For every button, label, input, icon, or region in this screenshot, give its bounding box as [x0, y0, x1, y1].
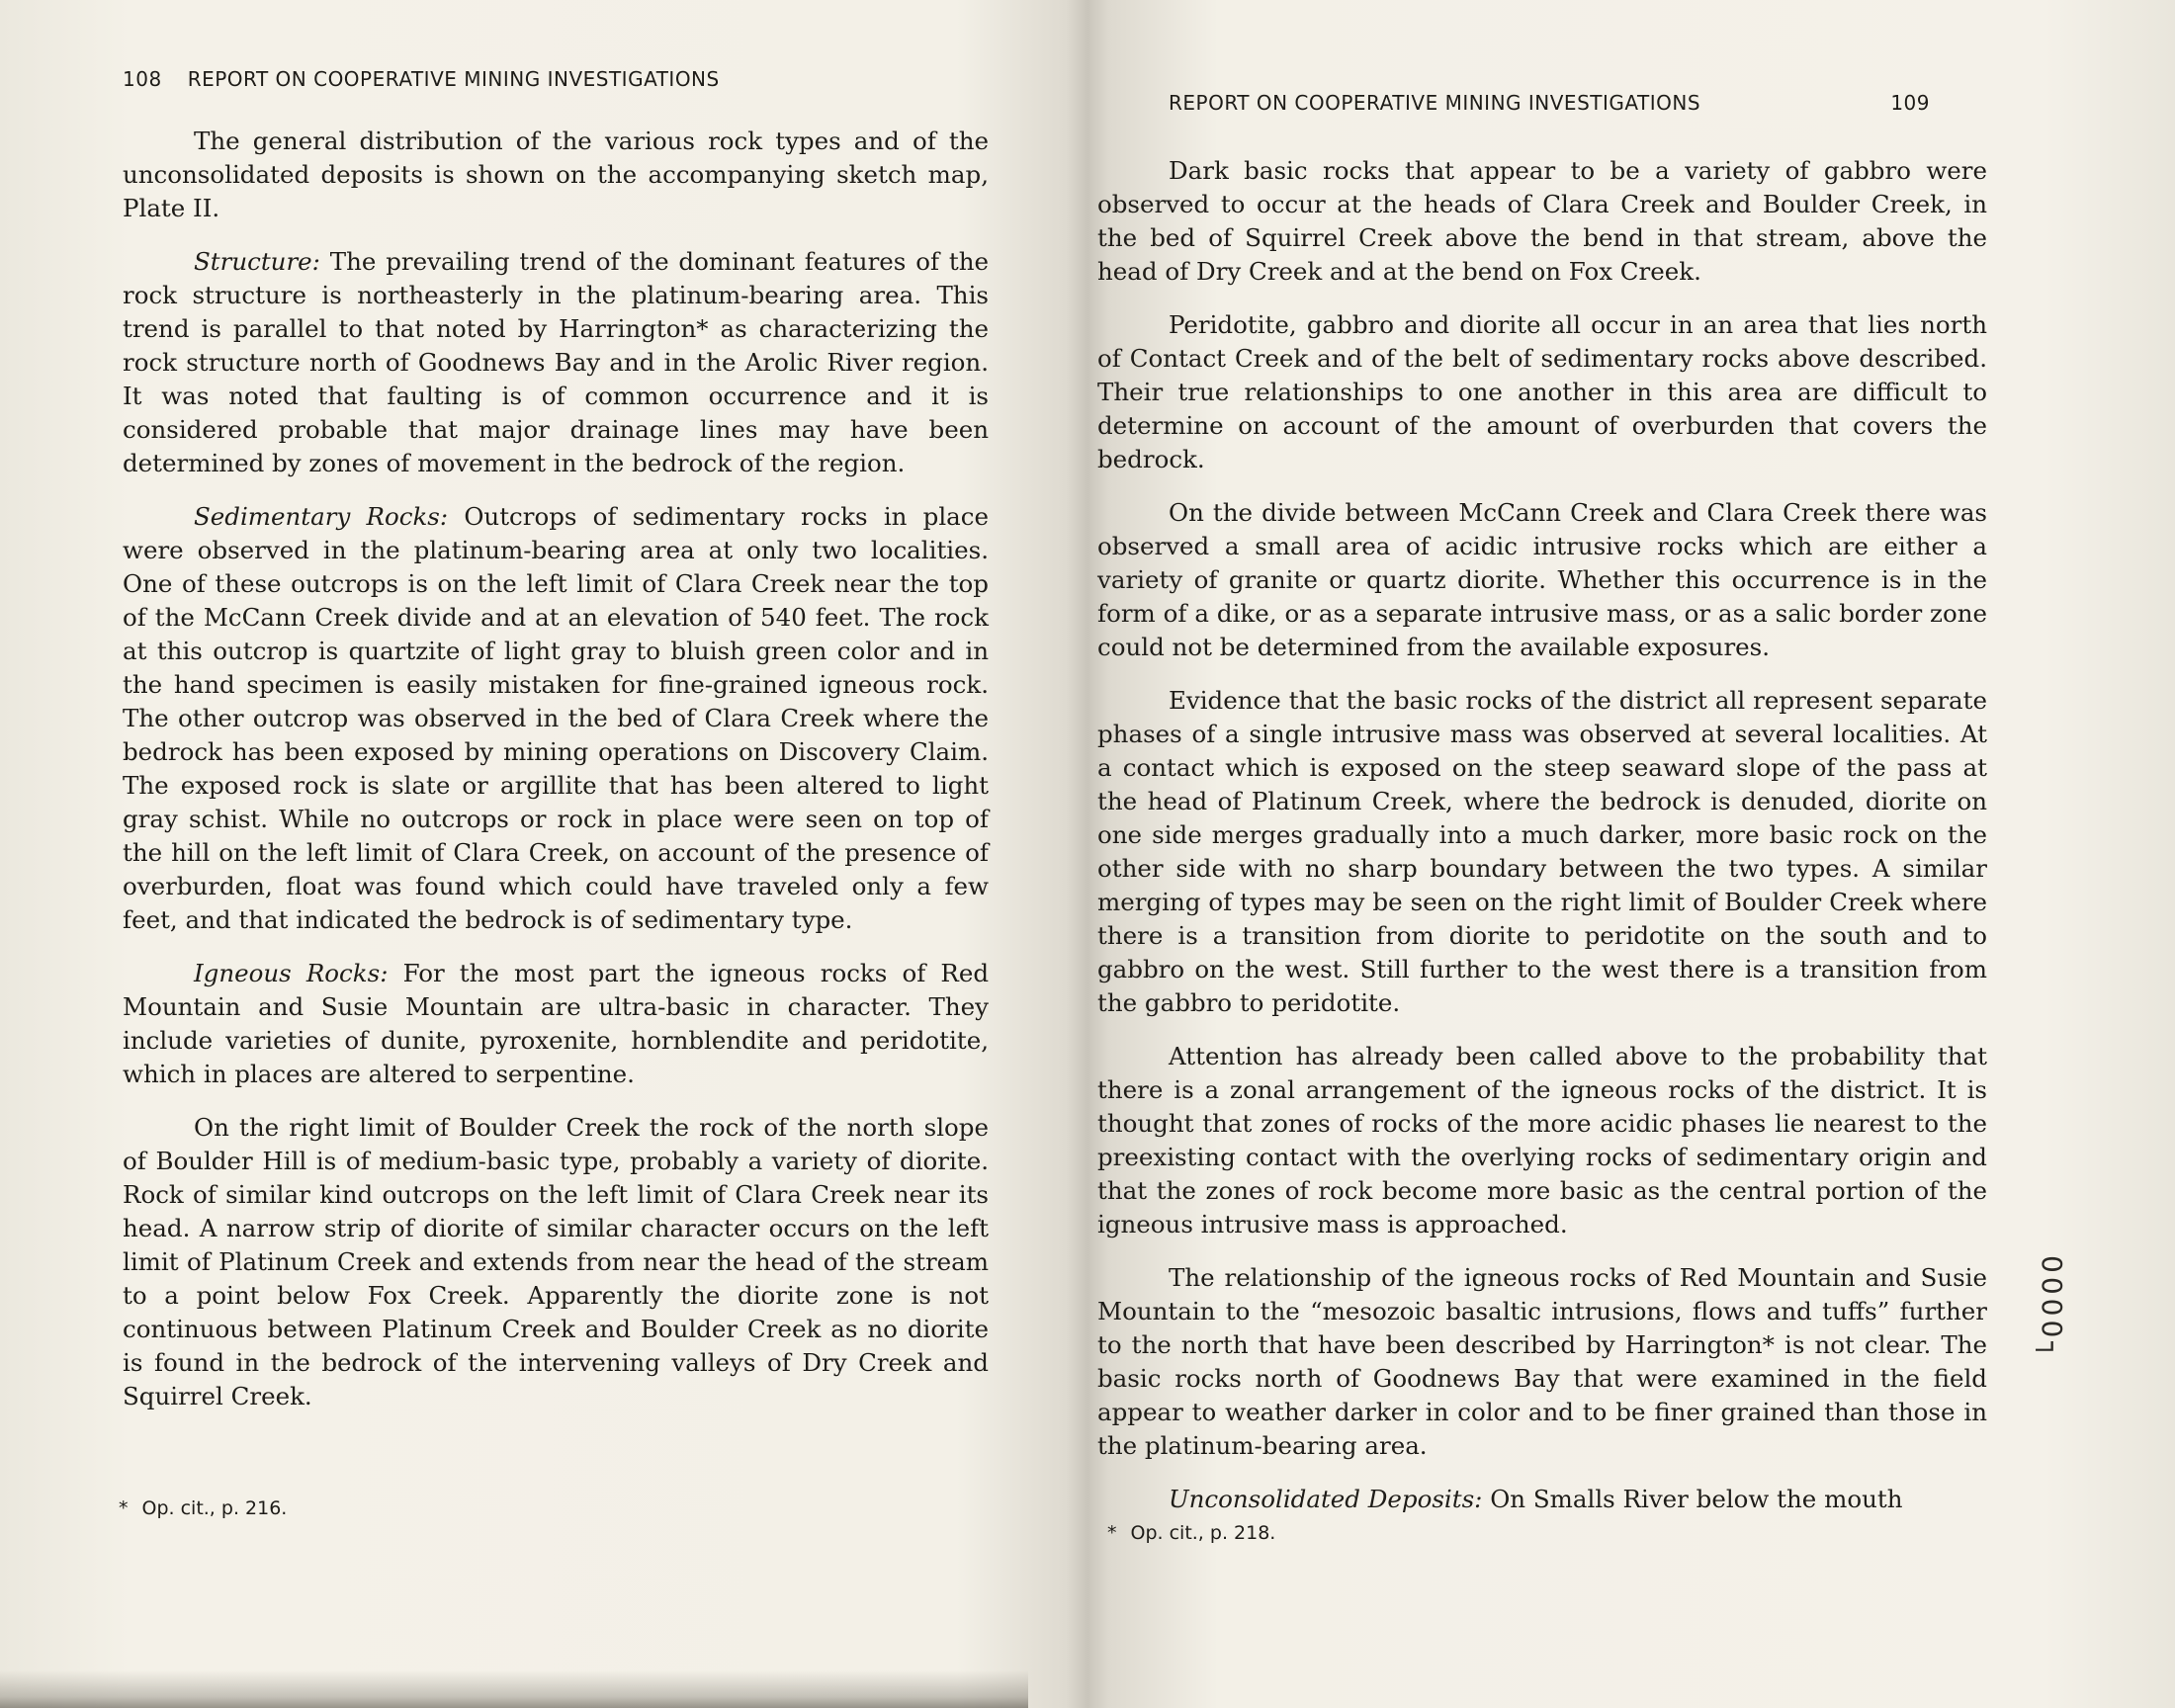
paragraph [1097, 154, 1987, 289]
paragraph-text: Dark basic rocks that appear to be a variety of gabbro were observed to occur at the heads of Clara Creek and Boulder Creek, in the bed of Squirrel Creek above the bend in that stream, above the head of Dry Creek and at the bend on Fox Creek. [1097, 156, 1987, 286]
paragraph-heading: Sedimentary Rocks: [194, 502, 449, 531]
paragraph [1097, 308, 1987, 476]
footnote-text: Op. cit., p. 216. [141, 1497, 288, 1519]
paragraph-text: The prevailing trend of the dominant features of the rock structure is northeasterly in the platinum-bearing area. This trend is parallel to that noted by Harrington* as characterizing the rock structure north of Goodnews Bay and in the Arolic River region. It was noted that faulting is of common occurrence and it is considered probable that major drainage lines may have been determined by zones of movement in the bedrock of the region. [123, 247, 989, 477]
paragraph-structure [123, 245, 989, 480]
footnote-marker: * [119, 1497, 129, 1519]
right-footnote [1107, 1522, 1275, 1544]
paragraph-heading: Igneous Rocks: [194, 959, 389, 987]
right-body-text [1097, 154, 1987, 1536]
paragraph [1097, 684, 1987, 1020]
paragraph-heading: Unconsolidated Deposits: [1169, 1485, 1483, 1513]
paragraph-text: The relationship of the igneous rocks of Red Mountain and Susie Mountain to the “mesozoic basaltic intrusions, flows and tuffs” further to the north that have been described by Harrington* is not clear. The basic rocks north of Goodnews Bay that were examined in the field appear to weather darker in color and to be finer grained than those in the platinum-bearing area. [1097, 1263, 1987, 1460]
right-page-number: 109 [1890, 91, 1930, 115]
paragraph-text: On Smalls River below the mouth [1482, 1485, 1903, 1513]
paragraph [123, 1111, 989, 1413]
paragraph-text: Outcrops of sedimentary rocks in place were observed in the platinum-bearing area at only two localities. One of these outcrops is on the left limit of Clara Creek near the top of the McCann Creek divide and at an elevation of 540 feet. The rock at this outcrop is quartzite of light gray to bluish green color and in the hand specimen is easily mistaken for fine-grained igneous rock. The other outcrop was observed in the bed of Clara Creek where the bedrock has been exposed by mining operations on Discovery Claim. The exposed rock is slate or argillite that has been altered to light gray schist. While no outcrops or rock in place were seen on top of the hill on the left limit of Clara Creek, on account of the presence of overburden, float was found which could have traveled only a few feet, and that indicated the bedrock is of sedimentary type. [123, 502, 989, 934]
paragraph [1097, 496, 1987, 664]
left-header-title: REPORT ON COOPERATIVE MINING INVESTIGATIONS [187, 67, 720, 91]
paragraph-text: The general distribution of the various rock types and of the unconsolidated deposits is shown on the accompanying sketch map, Plate II. [123, 127, 989, 222]
margin-stamp: 0000┐ [2036, 1255, 2068, 1363]
paragraph-text: On the right limit of Boulder Creek the rock of the north slope of Boulder Hill is of medium-basic type, probably a variety of diorite. Rock of similar kind outcrops on the left limit of Clara Creek near its head. A narrow strip of diorite of similar character occurs on the left limit of Platinum Creek and extends from near the head of the stream to a point below Fox Creek. Apparently the diorite zone is not continuous between Platinum Creek and Boulder Creek as no diorite is found in the bedrock of the intervening valleys of Dry Creek and Squirrel Creek. [123, 1113, 989, 1410]
left-footnote [119, 1497, 287, 1519]
footnote-marker: * [1107, 1522, 1117, 1544]
paragraph-text: Evidence that the basic rocks of the district all represent separate phases of a single intrusive mass was observed at several localities. At a contact which is exposed on the steep seaward slope of the pass at the head of Platinum Creek, where the bedrock is denuded, diorite on one side merges gradually into a much darker, more basic rock on the other side with no sharp boundary between the two types. A similar merging of types may be seen on the right limit of Boulder Creek where there is a transition from diorite to peridotite on the south and to gabbro on the west. Still further to the west there is a transition from the gabbro to peridotite. [1097, 686, 1987, 1017]
paragraph-text: On the divide between McCann Creek and Clara Creek there was observed a small area of acidic intrusive rocks which are either a variety of granite or quartz diorite. Whether this occurrence is in the form of a dike, or as a separate intrusive mass, or as a salic border zone could not be determined from the available exposures. [1097, 498, 1987, 661]
paragraph-heading: Structure: [194, 247, 320, 276]
left-page-number: 108 [123, 67, 162, 91]
left-body-text [123, 125, 989, 1433]
paragraph [1097, 1261, 1987, 1463]
right-page [1097, 0, 2068, 1708]
paragraph [123, 125, 989, 225]
right-running-head [1169, 91, 1930, 115]
paragraph-text: Peridotite, gabbro and diorite all occur in an area that lies north of Contact Creek and of the belt of sedimentary rocks above described. Their true relationships to one another in this area are difficult to determine on account of the amount of overburden that covers the bedrock. [1097, 310, 1987, 473]
paragraph-text: For the most part the igneous rocks of Red Mountain and Susie Mountain are ultra-basic in character. They include varieties of dunite, pyroxenite, hornblendite and peridotite, which in places are altered to serpentine. [123, 959, 990, 1088]
left-running-head [123, 67, 720, 91]
right-header-title: REPORT ON COOPERATIVE MINING INVESTIGATIONS [1169, 91, 1701, 115]
paragraph-unconsolidated-deposits [1097, 1483, 1987, 1516]
paragraph-igneous-rocks [123, 957, 989, 1091]
footnote-text: Op. cit., p. 218. [1130, 1522, 1276, 1544]
paragraph-text: Attention has already been called above to the probability that there is a zonal arrangement of the igneous rocks of the district. It is thought that zones of rocks of the more acidic phases lie nearest to the preexisting contact with the overlying rocks of sedimentary origin and that the zones of rock become more basic as the central portion of the igneous intrusive mass is approached. [1097, 1042, 1987, 1238]
left-page [119, 0, 994, 1708]
paragraph [1097, 1040, 1987, 1241]
paragraph-sedimentary-rocks [123, 500, 989, 937]
